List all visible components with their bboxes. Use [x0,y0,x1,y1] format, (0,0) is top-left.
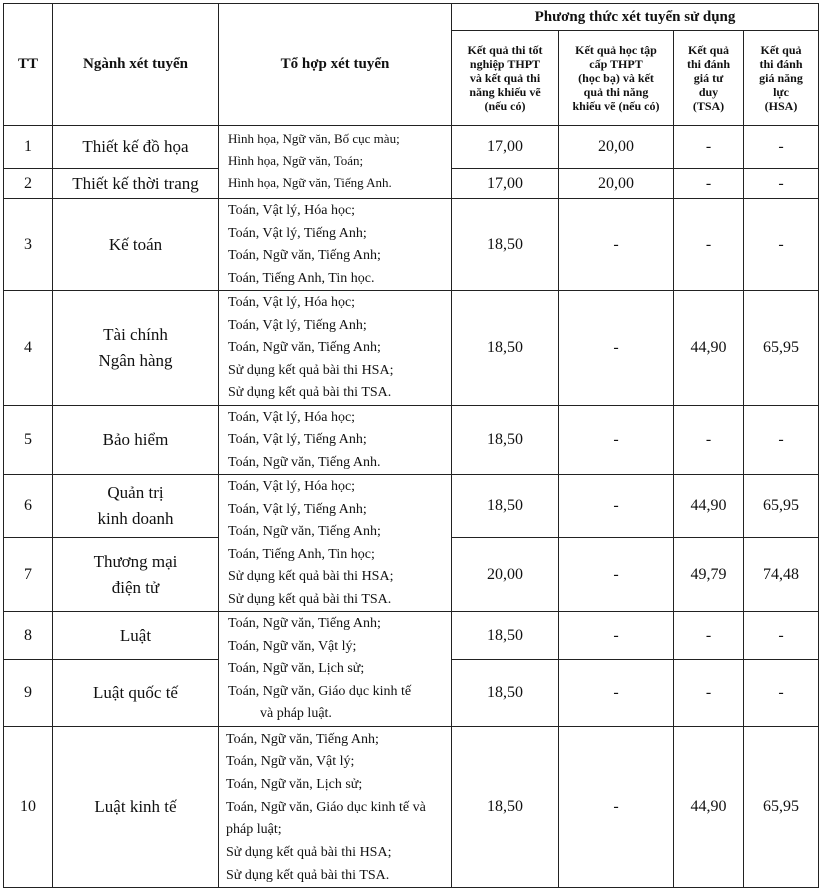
header-pt-hsa-line: (HSA) [764,99,798,113]
combo-line: Toán, Vật lý, Hóa học; [228,479,356,494]
score-tsa: - [674,612,744,660]
combo-lines [219,612,451,726]
nganh-line: Ngân hàng [98,350,173,370]
header-pt-hoc-ba-line: (học bạ) và kết [578,71,654,85]
table-row [4,612,819,660]
nganh-line: Luật quốc tế [93,682,178,702]
row-nganh [53,612,219,660]
row-nganh [53,405,219,475]
combo-line: Toán, Ngữ văn, Giáo dục kinh tế [228,683,412,699]
header-pt-hoc-ba-line: khiếu vẽ (nếu có) [572,99,660,113]
row-tt: 6 [4,475,53,538]
combo-line: Sử dụng kết quả bài thi TSA. [228,385,392,400]
combo-line: Toán, Vật lý, Tiếng Anh; [228,432,367,447]
header-to-hop: Tổ hợp xét tuyển [219,4,452,126]
score-hsa: - [744,660,819,726]
row-nganh [53,291,219,406]
combo-line: Toán, Vật lý, Tiếng Anh; [228,225,367,241]
row-tt: 1 [4,126,53,169]
nganh-line: Thiết kế thời trang [72,173,199,193]
score-hsa: - [744,126,819,169]
combo-cell [219,612,452,727]
combo-line: Sử dụng kết quả bài thi TSA. [228,591,392,607]
combo-line: Sử dụng kết quả bài thi TSA. [226,867,390,883]
combo-line: Toán, Ngữ văn, Tiếng Anh; [228,340,381,355]
combo-line: và pháp luật. [260,706,332,721]
header-pt-tsa [674,31,744,126]
nganh-line: Kế toán [108,234,163,254]
header-nganh: Ngành xét tuyển [53,4,219,126]
combo-lines [219,727,451,888]
row-nganh [53,660,219,726]
combo-lines [219,126,451,194]
combo-lines [219,291,451,405]
nganh-line: Luật [119,625,152,645]
score-tsa: 49,79 [674,538,744,612]
header-phuong-thuc: Phương thức xét tuyển sử dụng [452,4,819,31]
header-pt-hsa-line: giá năng [759,71,803,85]
nganh-line: Tài chính [103,324,168,344]
header-pt-tsa-line: duy [698,85,719,99]
combo-line: Sử dụng kết quả bài thi HSA; [228,569,394,584]
combo-line: Toán, Ngữ văn, Giáo dục kinh tế và [226,799,426,815]
score-hsa: 65,95 [744,726,819,888]
header-pt-tsa-line: thi đánh [686,57,731,71]
score-thpt: 18,50 [452,199,559,291]
nganh-line: Quản trị [107,483,164,503]
combo-cell [219,199,452,291]
combo-line: Hình họa, Ngữ văn, Toán; [228,153,364,168]
score-hsa: 65,95 [744,475,819,538]
header-pt-thpt [452,31,559,126]
score-hoc-ba: - [559,660,674,726]
header-tt: TT [4,4,53,126]
score-hoc-ba: - [559,612,674,660]
nganh-line: điện tử [111,577,160,597]
table-row [4,475,819,538]
score-hoc-ba: - [559,475,674,538]
combo-cell [219,405,452,475]
table-row [4,405,819,475]
nganh-line: Luật kinh tế [94,796,177,816]
combo-line: Toán, Vật lý, Hóa học; [228,203,356,218]
header-pt-thpt-line: nghiệp THPT [469,57,541,71]
row-tt: 10 [4,726,53,888]
row-nganh [53,199,219,291]
combo-cell [219,126,452,199]
score-hoc-ba: 20,00 [559,126,674,169]
row-tt: 9 [4,660,53,726]
combo-line: Hình họa, Ngữ văn, Bố cục màu; [228,131,400,146]
row-nganh [53,726,219,888]
combo-line: Toán, Ngữ văn, Tiếng Anh. [228,454,381,470]
header-pt-tsa-line: (TSA) [692,99,725,113]
header-pt-tsa-line: Kết quả [687,43,729,57]
header-pt-tsa-line: giá tư [693,71,724,85]
score-hsa: 74,48 [744,538,819,612]
combo-cell [219,475,452,612]
row-nganh [53,126,219,169]
admission-score-table [3,3,819,888]
nganh-line: Thương mại [93,551,178,571]
combo-line: Sử dụng kết quả bài thi HSA; [228,362,394,378]
score-hsa: - [744,405,819,475]
score-thpt: 18,50 [452,612,559,660]
combo-line: Sử dụng kết quả bài thi HSA; [226,845,392,861]
combo-line: pháp luật; [226,822,282,838]
nganh-line: Thiết kế đồ họa [82,137,189,156]
header-pt-hoc-ba [559,31,674,126]
score-hsa: 65,95 [744,291,819,406]
combo-line: Toán, Ngữ văn, Tiếng Anh; [228,616,381,631]
score-hoc-ba: - [559,199,674,291]
header-pt-hoc-ba-line: cấp THPT [589,57,643,71]
score-hoc-ba: - [559,405,674,475]
score-thpt: 18,50 [452,726,559,888]
row-tt: 3 [4,199,53,291]
nganh-line: Bảo hiểm [102,429,169,449]
score-tsa: - [674,126,744,169]
header-pt-hsa-line: lực [773,85,789,99]
score-tsa: 44,90 [674,475,744,538]
row-tt: 2 [4,169,53,199]
combo-cell [219,291,452,406]
header-pt-hoc-ba-line: Kết quả học tập [575,43,657,57]
row-nganh [53,169,219,199]
header-pt-hsa-line: thi đánh [759,57,803,71]
combo-line: Toán, Ngữ văn, Vật lý; [228,638,357,654]
table-row [4,199,819,291]
header-pt-thpt-line: năng khiếu vẽ [469,85,541,99]
header-pt-thpt-line: (nếu có) [484,99,526,113]
row-tt: 5 [4,405,53,475]
score-tsa: - [674,405,744,475]
combo-lines [219,406,451,475]
header-pt-thpt-line: Kết quả thi tốt [467,43,543,57]
combo-line: Toán, Vật lý, Tiếng Anh; [228,501,367,517]
header-pt-thpt-line: và kết quả thi [469,71,541,85]
score-hsa: - [744,199,819,291]
score-tsa: - [674,660,744,726]
combo-line: Toán, Ngữ văn, Vật lý; [226,754,355,770]
score-hoc-ba: 20,00 [559,169,674,199]
row-tt: 8 [4,612,53,660]
combo-lines [219,199,451,290]
header-pt-hsa [744,31,819,126]
combo-line: Toán, Ngữ văn, Tiếng Anh; [226,731,379,747]
row-tt: 7 [4,538,53,612]
combo-line: Hình họa, Ngữ văn, Tiếng Anh. [228,175,392,190]
combo-line: Toán, Tiếng Anh, Tin học; [228,546,375,562]
header-pt-hsa-line: Kết quả [760,43,802,57]
score-hsa: - [744,612,819,660]
combo-lines [219,475,451,611]
score-tsa: 44,90 [674,726,744,888]
combo-line: Toán, Ngữ văn, Tiếng Anh; [228,524,381,539]
header-pt-hoc-ba-line: quả thi năng [583,85,649,99]
table-row [4,126,819,169]
score-tsa: - [674,169,744,199]
score-thpt: 18,50 [452,660,559,726]
row-nganh [53,538,219,612]
combo-line: Toán, Tiếng Anh, Tin học. [228,270,375,286]
score-thpt: 17,00 [452,169,559,199]
combo-line: Toán, Ngữ văn, Lịch sử; [228,661,365,676]
score-thpt: 18,50 [452,291,559,406]
score-hoc-ba: - [559,538,674,612]
score-hoc-ba: - [559,726,674,888]
score-thpt: 20,00 [452,538,559,612]
score-hoc-ba: - [559,291,674,406]
combo-line: Toán, Vật lý, Hóa học; [228,295,356,310]
row-tt: 4 [4,291,53,406]
score-tsa: 44,90 [674,291,744,406]
table-row [4,291,819,406]
nganh-line: kinh doanh [97,509,174,529]
score-thpt: 18,50 [452,405,559,475]
combo-cell [219,726,452,888]
score-thpt: 17,00 [452,126,559,169]
combo-line: Toán, Ngữ văn, Tiếng Anh; [228,248,381,263]
combo-line: Toán, Ngữ văn, Lịch sử; [226,776,363,792]
combo-line: Toán, Vật lý, Hóa học; [228,409,356,425]
score-thpt: 18,50 [452,475,559,538]
combo-line: Toán, Vật lý, Tiếng Anh; [228,317,367,333]
row-nganh [53,475,219,538]
table-row [4,726,819,888]
score-tsa: - [674,199,744,291]
score-hsa: - [744,169,819,199]
